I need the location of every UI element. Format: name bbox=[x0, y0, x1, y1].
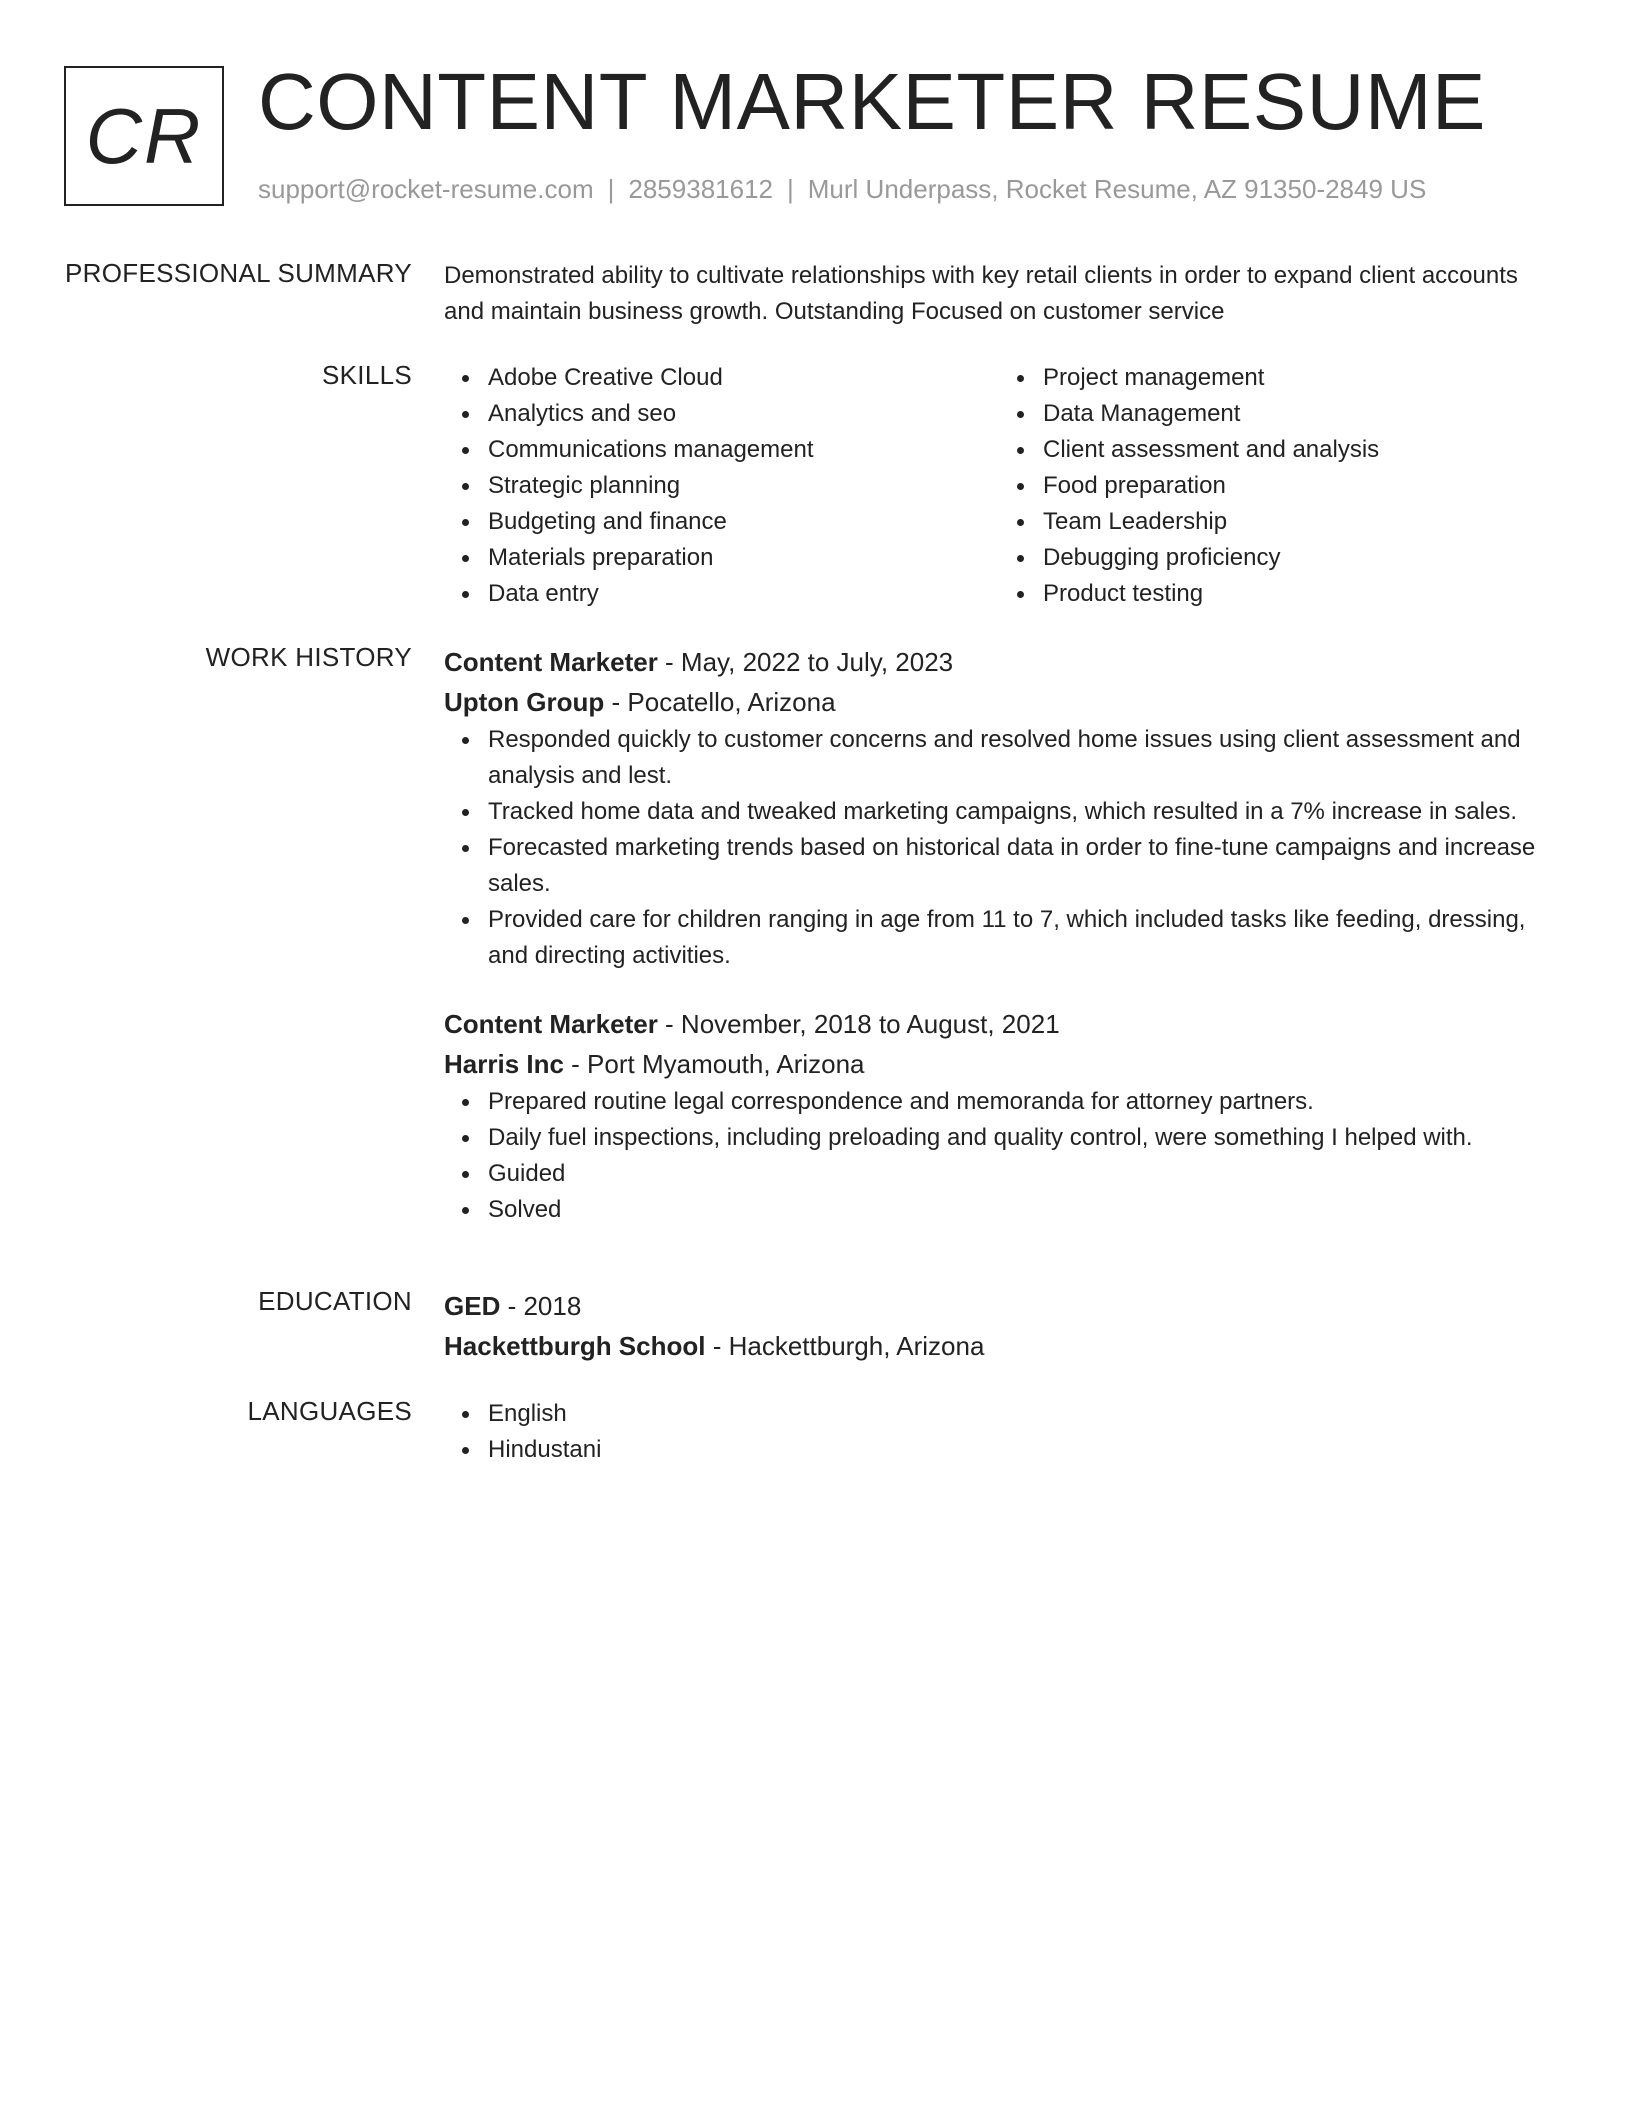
contact-separator: | bbox=[787, 174, 794, 204]
contact-phone: 2859381612 bbox=[628, 174, 773, 204]
job-dates: - May, 2022 to July, 2023 bbox=[657, 647, 954, 677]
education-degree: GED bbox=[444, 1291, 501, 1321]
skill-item: Product testing bbox=[1043, 576, 1554, 612]
skill-item: Debugging proficiency bbox=[1043, 540, 1554, 576]
section-label-work-history: WORK HISTORY bbox=[205, 642, 412, 672]
job-entry bbox=[444, 1004, 1554, 1228]
skill-item: Analytics and seo bbox=[488, 396, 999, 432]
contact-address: Murl Underpass, Rocket Resume, AZ 91350-2849 US bbox=[807, 174, 1427, 204]
skill-item: Communications management bbox=[488, 432, 999, 468]
job-title-line bbox=[444, 642, 1554, 682]
job-bullet: Solved bbox=[488, 1192, 1554, 1228]
job-bullets bbox=[444, 722, 1554, 974]
job-location: - Port Myamouth, Arizona bbox=[563, 1049, 865, 1079]
skill-item: Team Leadership bbox=[1043, 504, 1554, 540]
job-title: Content Marketer bbox=[444, 1009, 658, 1039]
languages-body bbox=[444, 1396, 1554, 1468]
education-school: Hackettburgh School bbox=[444, 1331, 706, 1361]
skills-list-left bbox=[444, 360, 999, 612]
skill-item: Client assessment and analysis bbox=[1043, 432, 1554, 468]
job-company: Harris Inc bbox=[444, 1049, 564, 1079]
skill-item: Strategic planning bbox=[488, 468, 999, 504]
skill-item: Budgeting and finance bbox=[488, 504, 999, 540]
language-item: English bbox=[488, 1396, 1554, 1432]
education-school-line bbox=[444, 1326, 1554, 1366]
skill-item: Adobe Creative Cloud bbox=[488, 360, 999, 396]
job-bullets bbox=[444, 1084, 1554, 1228]
job-company-line bbox=[444, 1044, 1554, 1084]
skills-body bbox=[444, 360, 1554, 612]
contact-separator: | bbox=[607, 174, 615, 204]
section-label-skills: SKILLS bbox=[322, 360, 412, 390]
education-degree-line bbox=[444, 1286, 1554, 1326]
skills-columns bbox=[444, 360, 1554, 612]
languages-list bbox=[444, 1396, 1554, 1468]
job-location: - Pocatello, Arizona bbox=[604, 687, 836, 717]
skill-item: Food preparation bbox=[1043, 468, 1554, 504]
contact-line bbox=[258, 174, 1426, 205]
skill-item: Data entry bbox=[488, 576, 999, 612]
job-entry bbox=[444, 642, 1554, 974]
job-title: Content Marketer bbox=[444, 647, 658, 677]
education-location: - Hackettburgh, Arizona bbox=[705, 1331, 985, 1361]
job-title-line bbox=[444, 1004, 1554, 1044]
job-bullet: Guided bbox=[488, 1156, 1554, 1192]
section-label-summary: PROFESSIONAL SUMMARY bbox=[65, 258, 412, 288]
skill-item: Data Management bbox=[1043, 396, 1554, 432]
contact-email: support@rocket-resume.com bbox=[258, 174, 594, 204]
education-body bbox=[444, 1286, 1554, 1366]
education-year: - 2018 bbox=[500, 1291, 582, 1321]
job-company-line bbox=[444, 682, 1554, 722]
summary-text: Demonstrated ability to cultivate relationships with key retail clients in order to expand client accounts and maintain business growth. Outstanding Focused on customer service bbox=[444, 262, 1518, 325]
job-bullet: Prepared routine legal correspondence and memoranda for attorney partners. bbox=[488, 1084, 1554, 1120]
job-bullet: Tracked home data and tweaked marketing campaigns, which resulted in a 7% increase in sales. bbox=[488, 794, 1554, 830]
skills-list-right bbox=[999, 360, 1554, 612]
job-bullet: Forecasted marketing trends based on historical data in order to fine-tune campaigns and increase sales. bbox=[488, 830, 1554, 902]
job-bullet: Provided care for children ranging in age from 11 to 7, which included tasks like feeding, dressing, and directing activities. bbox=[488, 902, 1554, 974]
section-label-education: EDUCATION bbox=[258, 1286, 412, 1316]
monogram-initials: CR bbox=[85, 91, 203, 180]
resume-title: CONTENT MARKETER RESUME bbox=[258, 57, 1486, 146]
job-company: Upton Group bbox=[444, 687, 605, 717]
work-history-body bbox=[444, 642, 1554, 1228]
job-bullet: Daily fuel inspections, including preloading and quality control, were something I helped with. bbox=[488, 1120, 1554, 1156]
language-item: Hindustani bbox=[488, 1432, 1554, 1468]
job-bullet: Responded quickly to customer concerns and resolved home issues using client assessment and analysis and lest. bbox=[488, 722, 1554, 794]
skill-item: Materials preparation bbox=[488, 540, 999, 576]
monogram-box bbox=[64, 66, 224, 206]
section-label-languages: LANGUAGES bbox=[247, 1396, 412, 1426]
job-dates: - November, 2018 to August, 2021 bbox=[657, 1009, 1060, 1039]
skill-item: Project management bbox=[1043, 360, 1554, 396]
